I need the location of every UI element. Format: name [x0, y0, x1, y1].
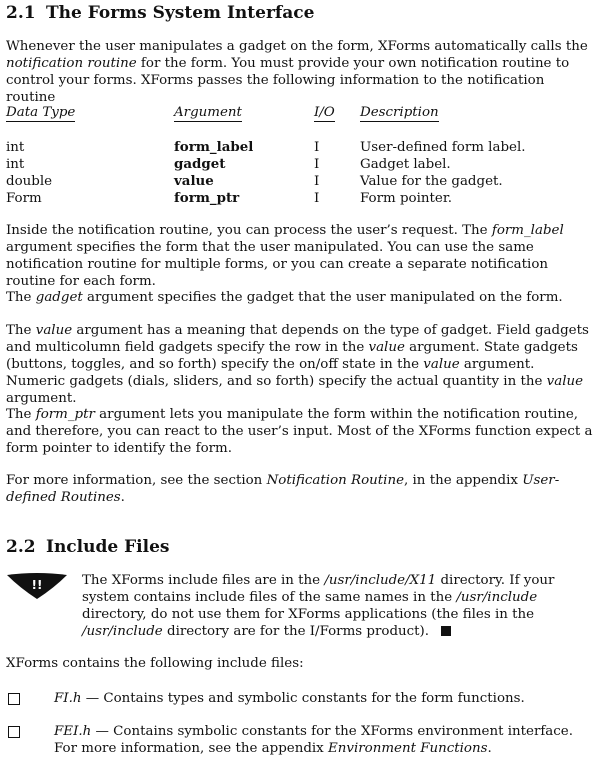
- cell-type: double: [6, 174, 53, 189]
- bullet-box-icon: [8, 693, 20, 705]
- warning-icon-glyph: !!: [31, 578, 43, 592]
- path-text: /usr/include: [456, 590, 538, 605]
- path-text: /usr/include/X11: [324, 573, 437, 588]
- cell-description: Gadget label.: [360, 157, 451, 172]
- section-heading-2-1: [6, 2, 314, 24]
- column-header: Argument: [174, 105, 242, 120]
- emphasis-term: form_ptr: [35, 407, 95, 422]
- bullet-box-icon: [8, 726, 20, 738]
- section-number: 2.1: [6, 3, 36, 23]
- table-row: [6, 173, 594, 190]
- emphasis-term: value: [368, 340, 405, 355]
- list-item-text: FI.h — Contains types and symbolic constants for the form functions.: [54, 691, 525, 706]
- list-item-text: FEI.h — Contains symbolic constants for the XForms environment interface. For more information, see the appendix Environment Functions.: [54, 724, 573, 756]
- warning-text: The XForms include files are in the /usr/include/X11 directory. If your system contains include files of the same names in the /usr/include directory, do not use them for XForms applications (the files in the /usr/include directory are for the I/Forms product).: [82, 573, 555, 639]
- cross-reference: Notification Routine: [266, 473, 405, 488]
- emphasis-term: value: [546, 374, 584, 389]
- table-row: [6, 139, 594, 156]
- file-name: FEI.h: [54, 724, 92, 739]
- emphasis-term: value: [423, 357, 460, 372]
- emphasis-term: gadget: [35, 290, 83, 305]
- section-title: The Forms System Interface: [46, 3, 315, 23]
- arguments-table: [6, 104, 594, 207]
- emphasis-term: form_label: [491, 223, 564, 238]
- table-row: [6, 156, 594, 173]
- text-run: for the form. You must provide your own notification routine to control your forms. XForms passes the following information to the notification routine: [6, 56, 570, 105]
- cell-argument: gadget: [174, 156, 226, 172]
- cell-argument: form_ptr: [174, 190, 240, 206]
- emphasis-term: notification routine: [6, 56, 137, 71]
- cell-type: int: [6, 157, 25, 172]
- cross-reference: User-defined Routines: [6, 473, 560, 505]
- path-text: /usr/include: [82, 624, 163, 639]
- paragraph-value: The value argument has a meaning that depends on the type of gadget. Field gadgets and multicolumn field gadgets specify the row in the value argument. State gadgets (buttons, toggles, and so forth) specify the on/off state in the value argument. Numeric gadgets (dials, sliders, and so forth) specify the actual quantity in the value argument.: [6, 323, 589, 406]
- paragraph-gadget: The gadget argument specifies the gadget that the user manipulated on the form.: [6, 290, 563, 305]
- column-header: Data Type: [6, 105, 76, 120]
- cell-description: Form pointer.: [360, 191, 453, 206]
- cell-type: int: [6, 140, 25, 155]
- file-name: FI.h: [54, 691, 82, 706]
- cell-argument: value: [174, 173, 214, 189]
- cell-io: I: [314, 140, 320, 155]
- column-header: I/O: [314, 105, 335, 120]
- paragraph-form-label: Inside the notification routine, you can process the user’s request. The form_label argument specifies the form that the user manipulated. You can use the same notification routine for multiple forms, or you can create a separate notification routine for each form.: [6, 223, 564, 289]
- end-of-note-mark: [441, 626, 451, 636]
- cell-io: I: [314, 157, 320, 172]
- paragraph-more-info: For more information, see the section Notification Routine, in the appendix User-defined Routines.: [6, 473, 560, 505]
- emphasis-term: value: [35, 323, 73, 338]
- paragraph-form-ptr: The form_ptr argument lets you manipulate the form within the notification routine, and therefore, you can react to the user’s input. Most of the XForms function expect a form pointer to identify the form.: [6, 407, 593, 456]
- table-row: [6, 190, 594, 207]
- cell-description: Value for the gadget.: [360, 174, 503, 189]
- intro-paragraph: [6, 38, 594, 106]
- paragraph-include-list-intro: XForms contains the following include files:: [6, 656, 304, 671]
- cell-io: I: [314, 191, 320, 206]
- section-title: Include Files: [46, 537, 170, 557]
- caution-exclamation-icon: [6, 572, 68, 600]
- cell-description: User-defined form label.: [360, 140, 526, 155]
- table-header-row: [6, 104, 594, 121]
- cell-type: Form: [6, 191, 42, 206]
- section-number: 2.2: [6, 537, 36, 557]
- cell-io: I: [314, 174, 320, 189]
- text-run: Whenever the user manipulates a gadget on the form, XForms automatically calls the: [6, 39, 588, 54]
- section-heading-2-2: [6, 536, 169, 558]
- column-header: Description: [360, 105, 439, 120]
- cell-argument: form_label: [174, 139, 254, 155]
- cross-reference: Environment Functions: [328, 741, 488, 756]
